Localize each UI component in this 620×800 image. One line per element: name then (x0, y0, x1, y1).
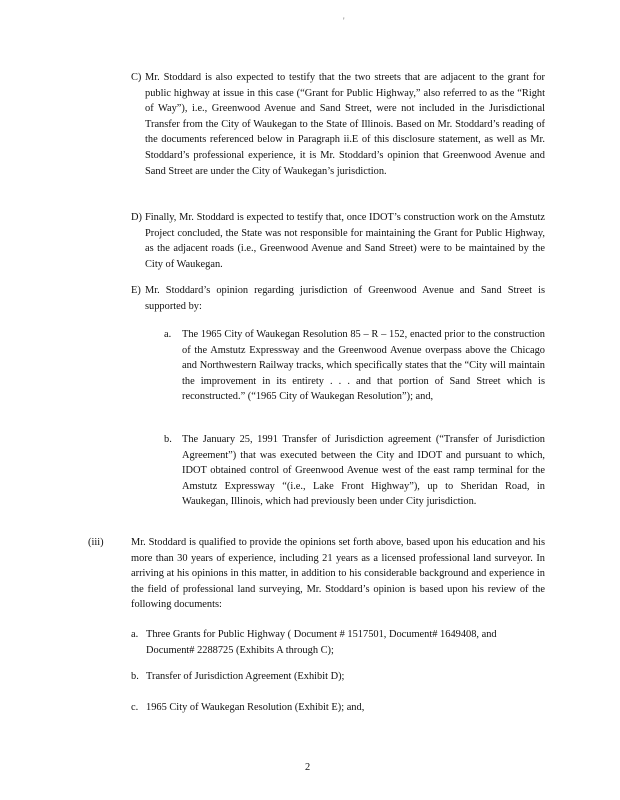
paragraph-d-label: D) (131, 212, 142, 223)
page-number: 2 (305, 762, 311, 773)
paragraph-e-a-label: a. (164, 329, 172, 340)
paragraph-e-b-label: b. (164, 434, 172, 445)
paragraph-e-a-text: The 1965 City of Waukegan Resolution 85 – R – 152, enacted prior to the construction of the Amstutz Expressway and the Greenwood Avenue overpass above the Chicago and Northwestern Railway tracks, which specifically states that the “City will maintain the improvement in its entirety . . . and that portion of Sand Street which is reconstructed.” (“1965 City of Waukegan Resolution”); and, (182, 329, 545, 403)
paragraph-e-text: Mr. Stoddard’s opinion regarding jurisdiction of Greenwood Avenue and Sand Street is supported by: (145, 285, 545, 312)
doc-list-b-text: Transfer of Jurisdiction Agreement (Exhibit D); (146, 671, 345, 682)
doc-list-a-label: a. (131, 629, 139, 640)
doc-list-c-text: 1965 City of Waukegan Resolution (Exhibit E); and, (146, 702, 365, 713)
doc-list-a-text: Three Grants for Public Highway ( Document # 1517501, Document# 1649408, and Document# 2288725 (Exhibits A through C); (146, 629, 497, 656)
paragraph-iii-label: (iii) (88, 537, 104, 548)
top-mark: ' (343, 16, 345, 26)
paragraph-iii-text: Mr. Stoddard is qualified to provide the opinions set forth above, based upon his education and his more than 30 years of experience, including 21 years as a licensed professional land surveyor. In arriving at his opinions in this matter, in addition to his considerable background and experience in the field of professional land surveying, Mr. Stoddard’s opinion is based upon his review of the following documents: (131, 537, 545, 611)
paragraph-d-text: Finally, Mr. Stoddard is expected to testify that, once IDOT’s construction work on the Amstutz Project concluded, the State was not responsible for maintaining the Grant for Public Highway, as the adjacent roads (i.e., Greenwood Avenue and Sand Street) were to be maintained by the City of Waukegan. (145, 212, 545, 270)
doc-list-c-label: c. (131, 702, 139, 713)
paragraph-e-b-text: The January 25, 1991 Transfer of Jurisdiction agreement (“Transfer of Jurisdiction Agreement”) that was executed between the City and IDOT and pursuant to which, IDOT obtained control of Greenwood Avenue west of the east ramp terminal for the Amstutz Expressway “(i.e., Lake Front Highway”), up to Sheridan Road, in Waukegan, Illinois, which had previously been under City jurisdiction. (182, 434, 545, 508)
paragraph-c-label: C) (131, 72, 142, 83)
paragraph-e-label: E) (131, 285, 141, 296)
doc-list-b-label: b. (131, 671, 139, 682)
paragraph-c-text: Mr. Stoddard is also expected to testify that the two streets that are adjacent to the grant for public highway at issue in this case (“Grant for Public Highway,” also referred to as the “Right of Way”), i.e., Greenwood Avenue and Sand Street, were not included in the Jurisdictional Transfer from the City of Waukegan to the State of Illinois. Based on Mr. Stoddard’s reading of the documents referenced below in Paragraph ii.E of this disclosure statement, as well as Mr. Stoddard’s professional experience, it is Mr. Stoddard’s opinion that Greenwood Avenue and Sand Street are under the City of Waukegan’s jurisdiction. (145, 72, 545, 177)
